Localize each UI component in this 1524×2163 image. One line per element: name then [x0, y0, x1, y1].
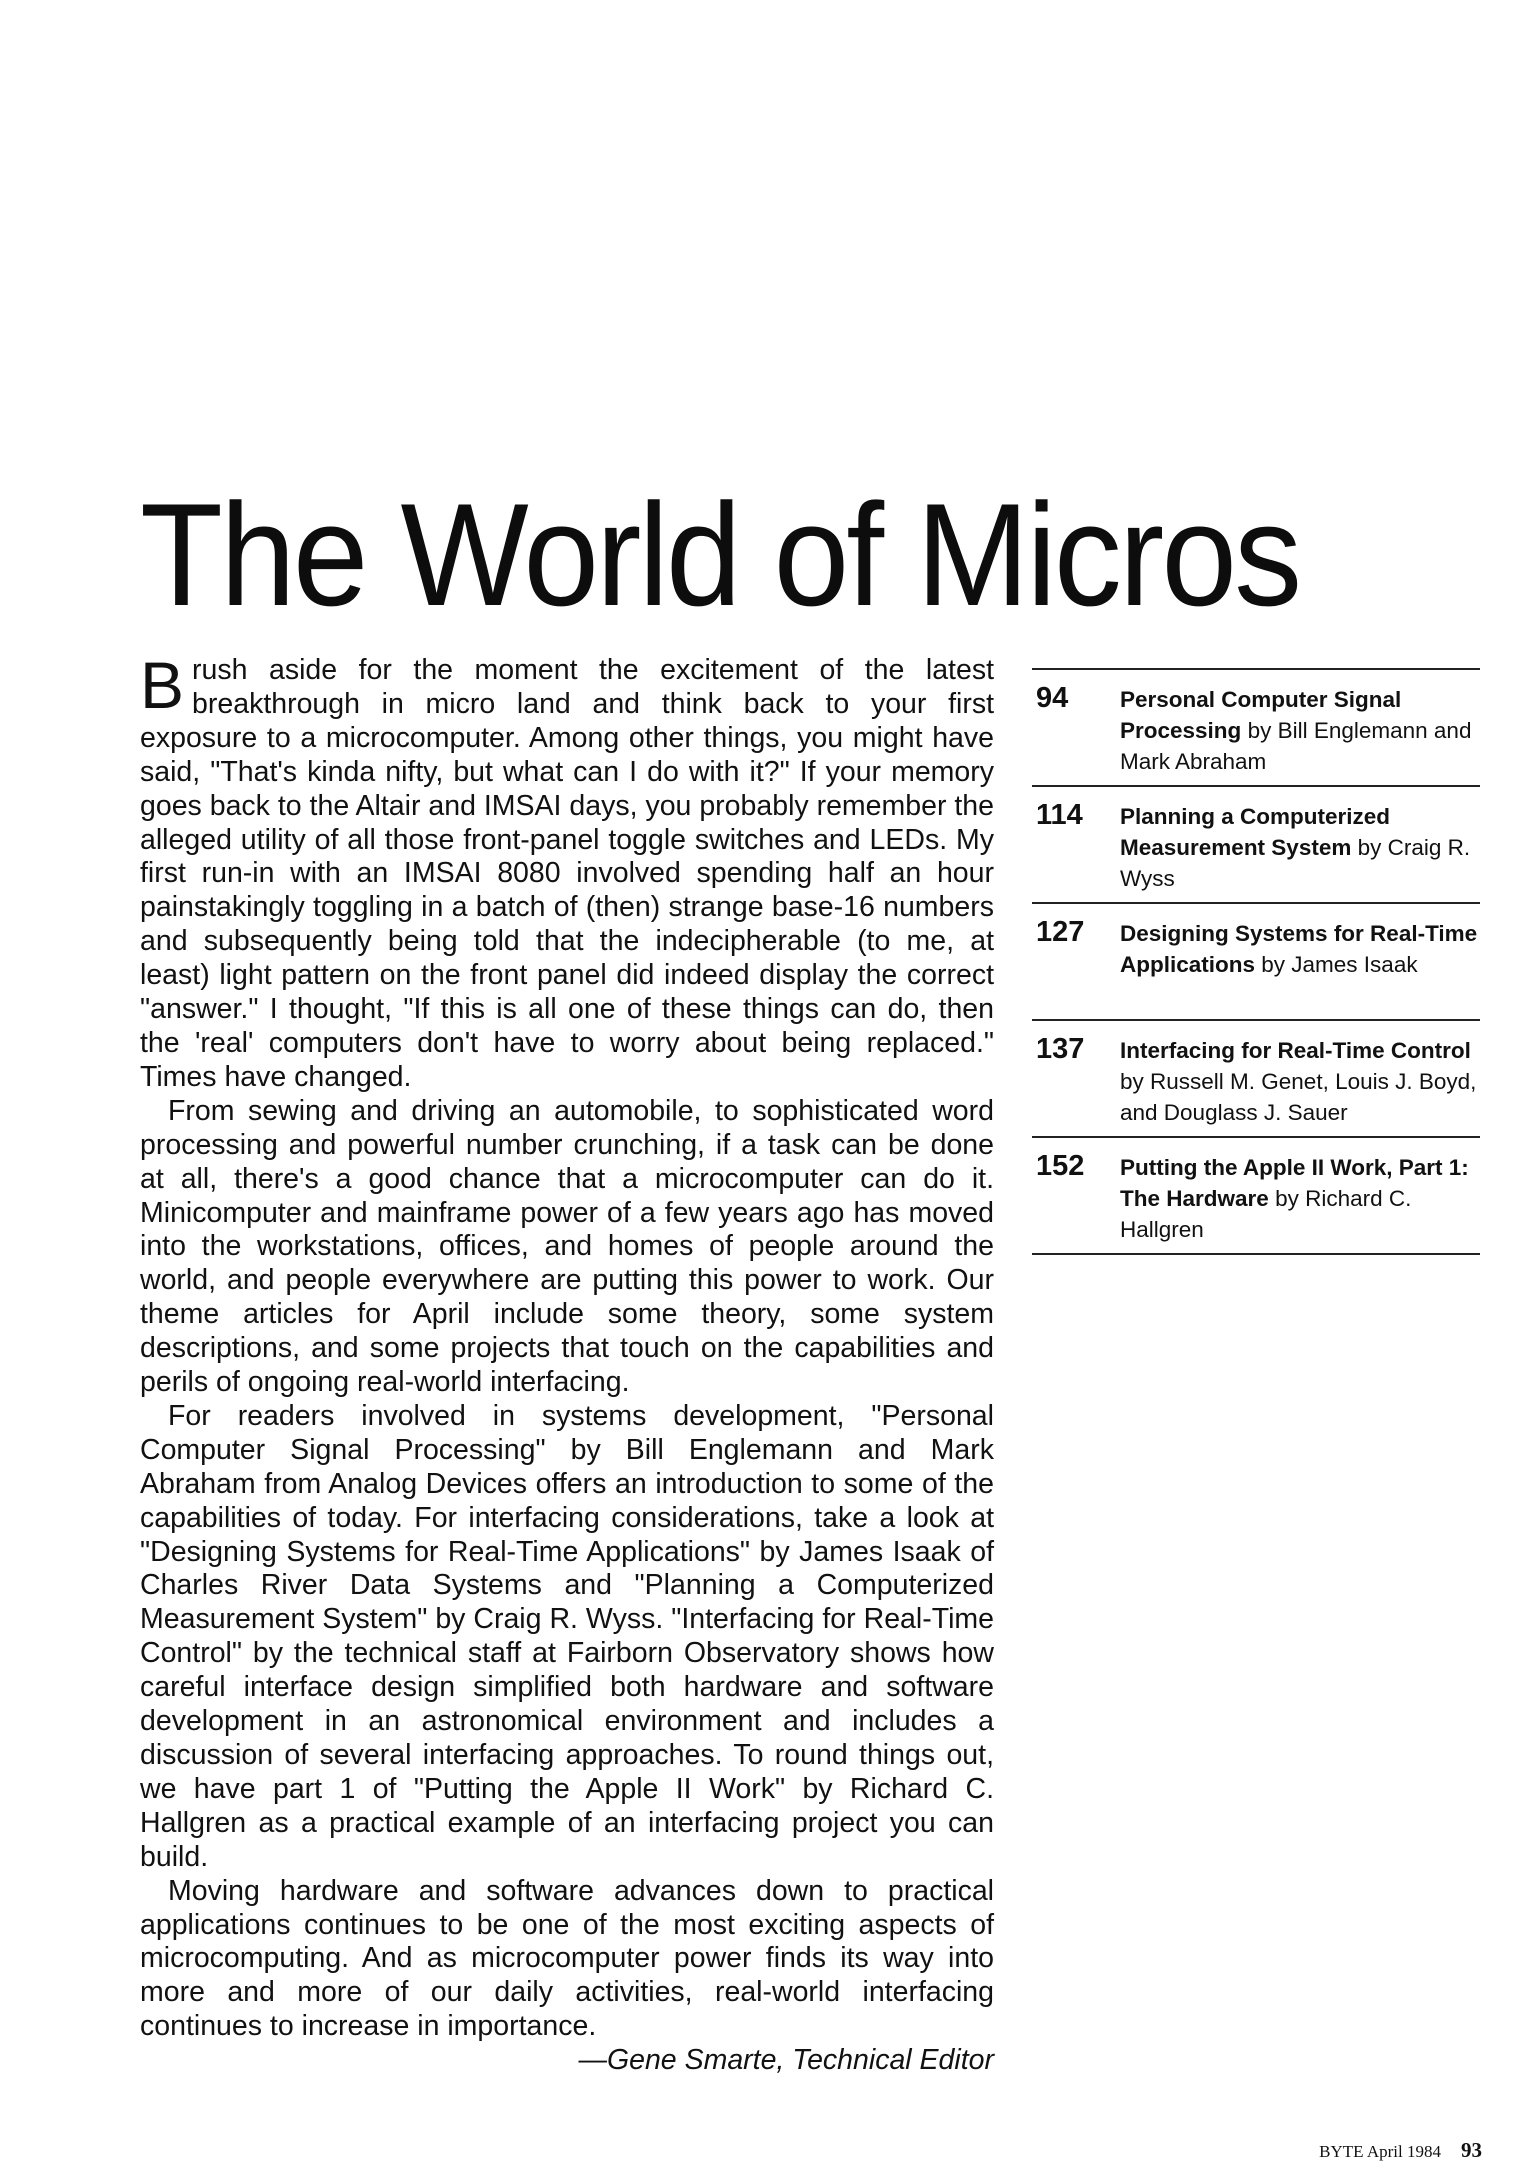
contents-entry — [1032, 904, 1480, 1021]
entry-page-number: 127 — [1036, 916, 1085, 948]
entry-title: Personal Computer Signal Processing — [1120, 687, 1402, 743]
entry-byline: by Richard C. Hallgren — [1120, 1186, 1412, 1242]
entry-title: Putting the Apple II Work, Part 1: The Hardware — [1120, 1155, 1469, 1211]
entry-text — [1120, 1035, 1480, 1125]
footer-magazine-issue: BYTE April 1984 — [1319, 2142, 1441, 2161]
entry-text — [1120, 918, 1480, 1005]
body-paragraph — [140, 648, 994, 1095]
entry-page-number: 94 — [1036, 682, 1069, 714]
entry-byline: by Russell M. Genet, Louis J. Boyd, and Douglass J. Sauer — [1120, 1069, 1477, 1125]
editor-signature: —Gene Smarte, Technical Editor — [578, 2044, 994, 2077]
entry-text — [1120, 801, 1480, 891]
theme-contents-box — [1032, 668, 1480, 1255]
page-footer — [1319, 2138, 1482, 2162]
paragraph-text: rush aside for the moment the excitement of the latest breakthrough in micro land and think back to your first exposure to a microcomputer. Among other things, you might have said, "That's kinda nifty, but what can I do with it?" If your memory goes back to the Altair and IMSAI days, you probably remember the alleged utility of all those front-panel toggle switches and LEDs. My first run-in with an IMSAI 8080 involved spending half an hour painstakingly toggling in a batch of (then) strange base-16 numbers and subsequently being told that the indecipherable (to me, at least) light pattern on the front panel did indeed display the correct "answer." I thought, "If this is all one of these things can do, then the 'real' computers don't have to worry about being replaced." Times have changed. — [140, 654, 994, 1093]
article-body — [140, 648, 994, 2078]
contents-entry — [1032, 787, 1480, 904]
entry-text — [1120, 684, 1480, 774]
entry-title: Interfacing for Real-Time Control — [1120, 1038, 1471, 1063]
entry-page-number: 114 — [1036, 799, 1083, 831]
body-paragraph: For readers involved in systems development, "Personal Computer Signal Processing" by Bill Englemann and Mark Abraham from Analog Devices offers an introduction to some of the capabilities of today. For interfacing considerations, take a look at "Designing Systems for Real-Time Applications" by James Isaak of Charles River Data Systems and "Planning a Computerized Measurement System" by Craig R. Wyss. "Interfacing for Real-Time Control" by the technical staff at Fairborn Observatory shows how careful interface design simplified both hardware and software development in an astronomical environment and includes a discussion of several interfacing approaches. To round things out, we have part 1 of "Putting the Apple II Work" by Richard C. Hallgren as a practical example of an interfacing project you can build. — [140, 1399, 994, 1873]
body-paragraph: Moving hardware and software advances down to practical applications continues to be one of the most exciting aspects of microcomputing. And as microcomputer power finds its way into more and more of our daily activities, real-world interfacing continues to increase in importance. — [140, 1874, 994, 2043]
contents-entry — [1032, 670, 1480, 787]
entry-page-number: 137 — [1036, 1033, 1085, 1065]
entry-page-number: 152 — [1036, 1150, 1085, 1182]
contents-entry — [1032, 1138, 1480, 1255]
page-title: The World of Micros — [140, 473, 1300, 636]
entry-text — [1120, 1152, 1480, 1242]
entry-byline: by James Isaak — [1255, 952, 1418, 977]
drop-cap: B — [140, 648, 185, 722]
body-paragraph: From sewing and driving an automobile, to sophisticated word processing and powerful number crunching, if a task can be done at all, there's a good chance that a microcomputer can do it. Minicomputer and mainframe power of a few years ago has moved into the workstations, offices, and homes of people around the world, and people everywhere are putting this power to work. Our theme articles for April include some theory, some system descriptions, and some projects that touch on the capabilities and perils of ongoing real-world interfacing. — [140, 1094, 994, 1399]
entry-byline: by Bill Englemann and Mark Abraham — [1120, 718, 1472, 774]
entry-byline: by Craig R. Wyss — [1120, 835, 1471, 891]
entry-title: Planning a Computerized Measurement System — [1120, 804, 1391, 860]
entry-title: Designing Systems for Real-Time Applications — [1120, 921, 1478, 977]
contents-entry — [1032, 1021, 1480, 1138]
footer-page-number: 93 — [1461, 2138, 1482, 2162]
